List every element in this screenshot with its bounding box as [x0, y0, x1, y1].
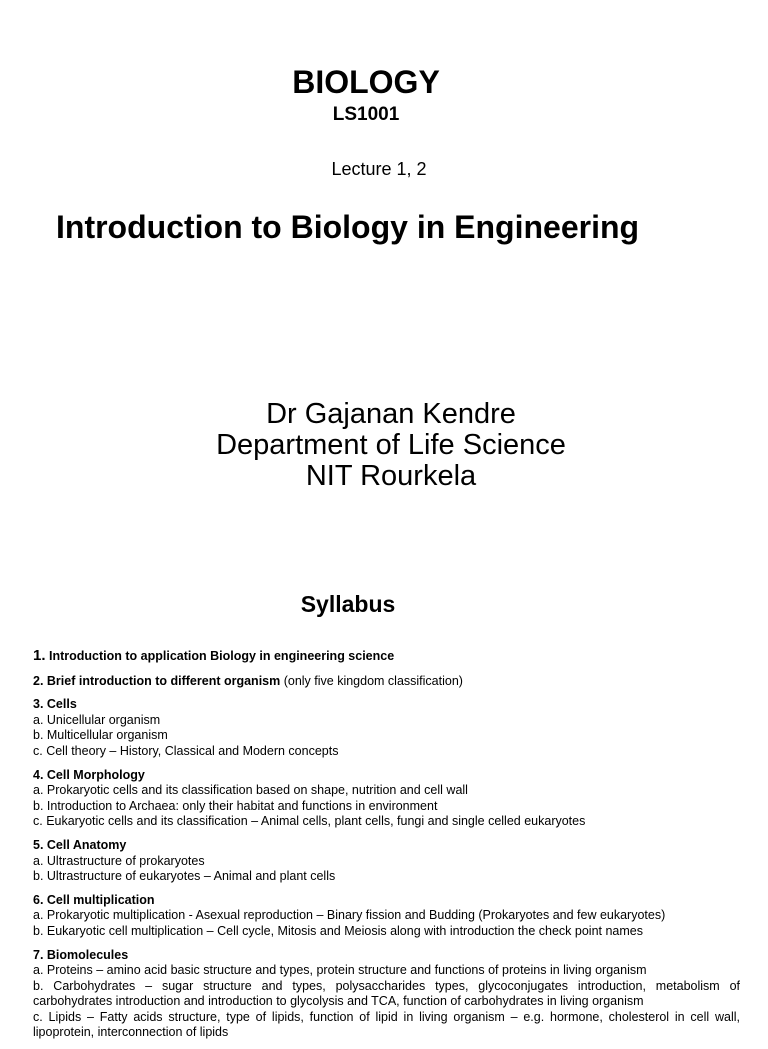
section-item: b. Introduction to Archaea: only their habitat and functions in environment [33, 798, 438, 813]
section-title: 7. Biomolecules [33, 947, 129, 962]
syllabus-section-7 [33, 948, 740, 1042]
section-item: a. Proteins – amino acid basic structure and types, protein structure and functions of proteins in living organism [33, 963, 647, 978]
section-item: b. Eukaryotic cell multiplication – Cell cycle, Mitosis and Meiosis along with introduction the check point names [33, 923, 644, 938]
syllabus-section-5 [33, 838, 740, 885]
syllabus-section-1 [33, 648, 740, 665]
intro-title: Introduction to Biology in Engineering [56, 209, 640, 245]
author-institute: NIT Rourkela [305, 460, 477, 492]
section-title: Introduction to application Biology in engineering science [49, 649, 395, 663]
section-number: 1. [33, 647, 46, 664]
syllabus-section-4 [33, 768, 740, 830]
course-title: BIOLOGY [292, 64, 440, 100]
section-item: a. Ultrastructure of prokaryotes [33, 853, 205, 868]
section-item: c. Lipids – Fatty acids structure, type of lipids, function of lipid in living organism – e.g. hormone, cholesterol in cell wall, lipoprotein, interconnection of lipids [33, 1009, 740, 1040]
section-title: 6. Cell multiplication [33, 892, 155, 907]
section-item: a. Unicellular organism [33, 712, 161, 727]
syllabus-heading: Syllabus [300, 591, 396, 617]
section-note: (only five kingdom classification) [280, 673, 463, 688]
syllabus-section-6 [33, 893, 740, 940]
section-item: b. Multicellular organism [33, 728, 168, 743]
syllabus-list [33, 648, 740, 1049]
section-item: a. Prokaryotic multiplication - Asexual reproduction – Binary fission and Budding (Prokaryotes and few eukaryotes) [33, 908, 666, 923]
section-title: 3. Cells [33, 697, 77, 712]
section-title: 4. Cell Morphology [33, 767, 145, 782]
section-item: b. Ultrastructure of eukaryotes – Animal and plant cells [33, 869, 336, 884]
syllabus-section-2 [33, 674, 740, 690]
course-code: LS1001 [332, 104, 400, 125]
section-title: 5. Cell Anatomy [33, 837, 127, 852]
section-title: 2. Brief introduction to different organism [33, 673, 281, 688]
syllabus-section-3 [33, 697, 740, 759]
author-department: Department of Life Science [216, 429, 566, 461]
section-item: a. Prokaryotic cells and its classification based on shape, nutrition and cell wall [33, 783, 468, 798]
section-item: c. Cell theory – History, Classical and Modern concepts [33, 743, 339, 758]
section-item: c. Eukaryotic cells and its classification – Animal cells, plant cells, fungi and single celled eukaryotes [33, 814, 586, 829]
author-block [0, 399, 768, 492]
lecture-label: Lecture 1, 2 [331, 159, 427, 179]
section-item: b. Carbohydrates – sugar structure and types, polysaccharides types, glycoconjugates introduction, metabolism of carbohydrates introduction and introduction to glycolysis and TCA, function of carbohydrates in living organism [33, 978, 740, 1009]
author-name: Dr Gajanan Kendre [266, 398, 516, 430]
